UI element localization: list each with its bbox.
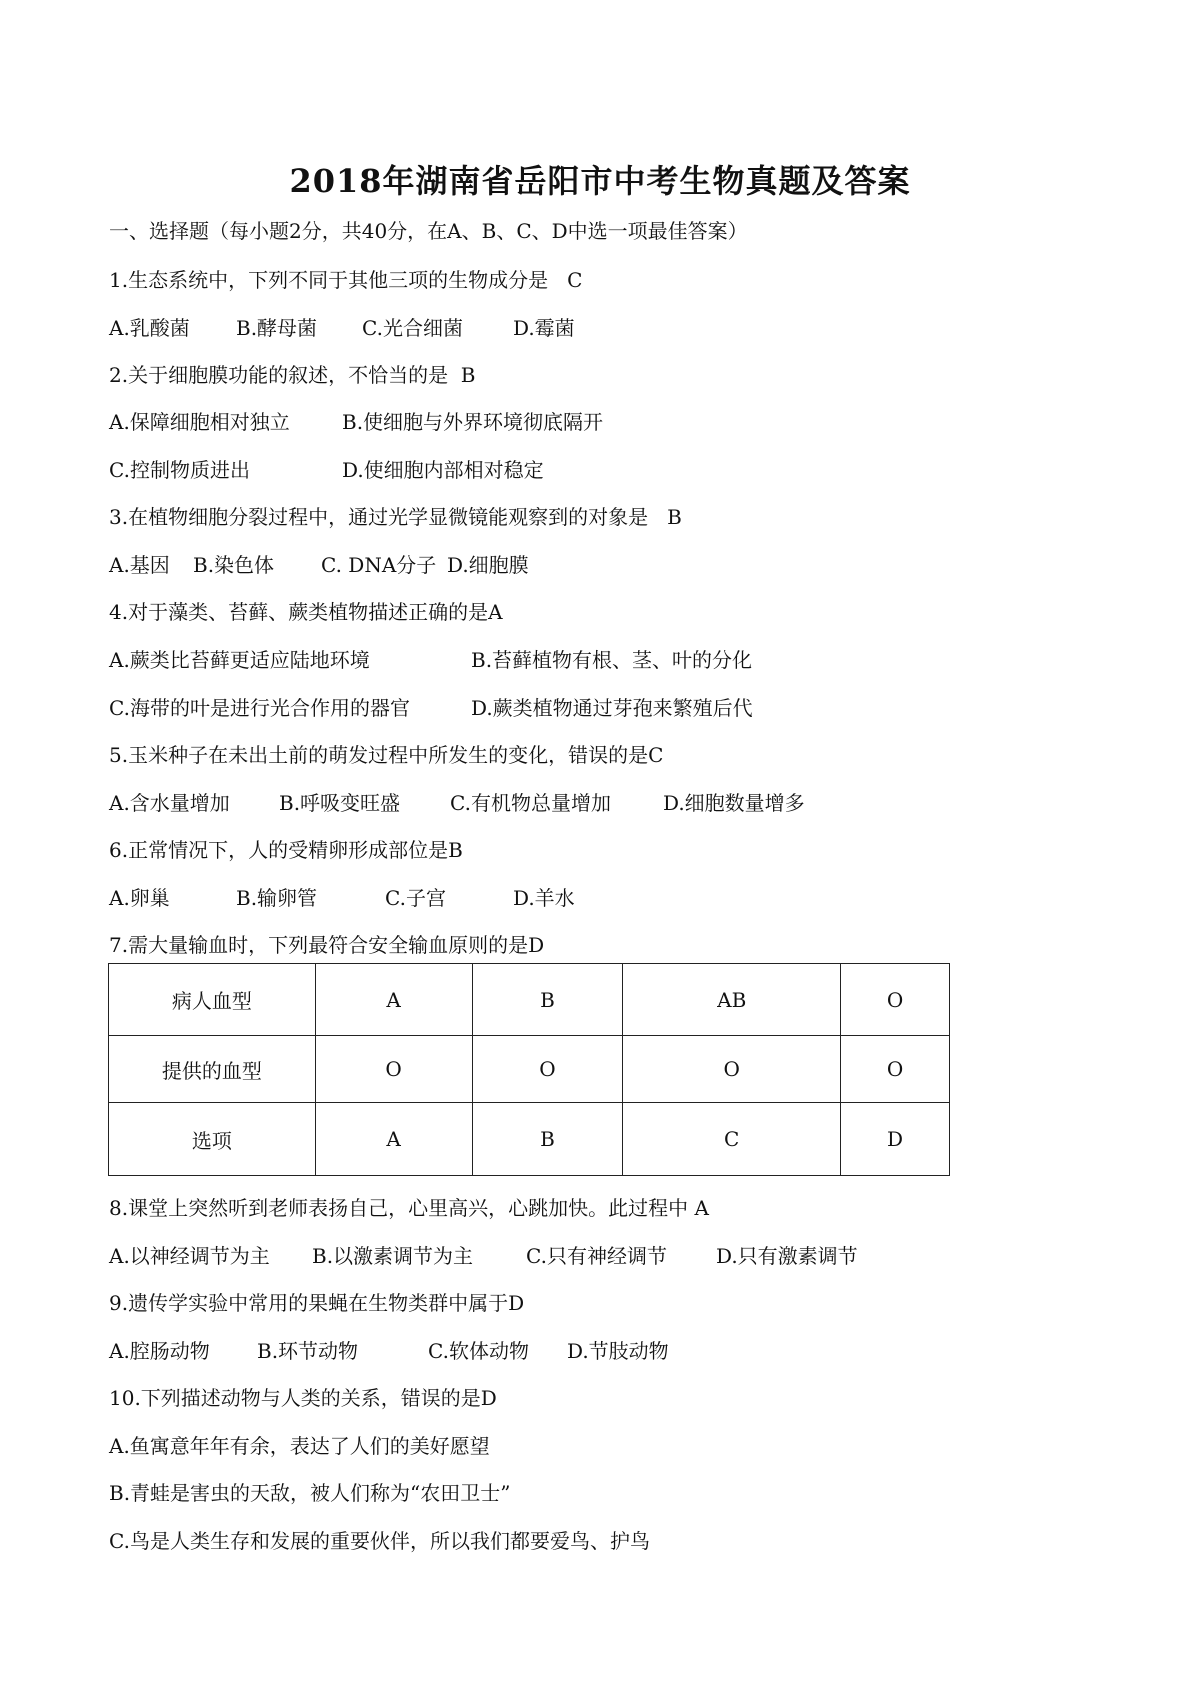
table-row	[109, 1103, 950, 1176]
option: A.蕨类比苔藓更适应陆地环境	[109, 648, 370, 672]
question-stem: 2.关于细胞膜功能的叙述，不恰当的是 B	[109, 363, 476, 387]
option: B.使细胞与外界环境彻底隔开	[342, 410, 604, 434]
option: B.酵母菌	[236, 316, 318, 340]
section-heading: 一、选择题（每小题2分，共40分，在A、B、C、D中选一项最佳答案）	[109, 219, 748, 243]
option-row	[109, 455, 1109, 485]
option: C. DNA分子	[321, 553, 437, 577]
option: A.腔肠动物	[109, 1339, 210, 1363]
option: B.青蛙是害虫的天敌，被人们称为“农田卫士”	[109, 1481, 511, 1505]
table-cell: O	[315, 1036, 472, 1103]
option: C.有机物总量增加	[450, 791, 611, 815]
table-cell: A	[315, 964, 472, 1036]
option-row	[109, 550, 1109, 580]
question-stem: 4.对于藻类、苔藓、蕨类植物描述正确的是A	[109, 600, 503, 624]
option: A.乳酸菌	[109, 316, 190, 340]
table-cell: 病人血型	[109, 964, 316, 1036]
option: B.呼吸变旺盛	[279, 791, 401, 815]
option-row	[109, 645, 1109, 675]
option: B.环节动物	[257, 1339, 359, 1363]
option-row	[109, 1241, 1109, 1271]
table-cell: B	[472, 964, 623, 1036]
table-cell: AB	[623, 964, 841, 1036]
page-title: 2018年湖南省岳阳市中考生物真题及答案	[289, 162, 911, 200]
option: D.使细胞内部相对稳定	[342, 458, 544, 482]
option: B.输卵管	[236, 886, 318, 910]
option: A.以神经调节为主	[109, 1244, 270, 1268]
option: C.鸟是人类生存和发展的重要伙伴，所以我们都要爱鸟、护鸟	[109, 1529, 650, 1553]
option: C.只有神经调节	[526, 1244, 667, 1268]
option-row	[109, 693, 1109, 723]
option: C.子宫	[385, 886, 446, 910]
option: D.节肢动物	[567, 1339, 669, 1363]
option-row	[109, 1336, 1109, 1366]
table-cell: O	[472, 1036, 623, 1103]
question-stem: 3.在植物细胞分裂过程中，通过光学显微镜能观察到的对象是 B	[109, 505, 682, 529]
option: A.基因	[109, 553, 170, 577]
option: D.细胞数量增多	[663, 791, 805, 815]
table-cell: O	[841, 1036, 950, 1103]
option: A.含水量增加	[109, 791, 230, 815]
option: A.卵巢	[109, 886, 170, 910]
option: D.蕨类植物通过芽孢来繁殖后代	[471, 696, 753, 720]
question-stem: 10.下列描述动物与人类的关系，错误的是D	[109, 1386, 497, 1410]
question-stem: 5.玉米种子在未出土前的萌发过程中所发生的变化，错误的是C	[109, 743, 664, 767]
table-cell: C	[623, 1103, 841, 1176]
question-stem: 8.课堂上突然听到老师表扬自己，心里高兴，心跳加快。此过程中 A	[109, 1196, 709, 1220]
option: C.光合细菌	[362, 316, 463, 340]
option-row	[109, 407, 1109, 437]
option: A.鱼寓意年年有余，表达了人们的美好愿望	[109, 1434, 490, 1458]
blood-type-table	[108, 963, 950, 1176]
option-row	[109, 313, 1109, 343]
table-cell: B	[472, 1103, 623, 1176]
table-row	[109, 1036, 950, 1103]
option: D.只有激素调节	[716, 1244, 858, 1268]
question-stem: 7.需大量输血时，下列最符合安全输血原则的是D	[109, 933, 545, 957]
table-cell: 提供的血型	[109, 1036, 316, 1103]
option: B.染色体	[193, 553, 275, 577]
question-stem: 1.生态系统中，下列不同于其他三项的生物成分是 C	[109, 268, 583, 292]
option: D.细胞膜	[447, 553, 529, 577]
table-cell: D	[841, 1103, 950, 1176]
option: C.控制物质进出	[109, 458, 250, 482]
option-row	[109, 883, 1109, 913]
table-cell: O	[623, 1036, 841, 1103]
table-cell: 选项	[109, 1103, 316, 1176]
question-stem: 9.遗传学实验中常用的果蝇在生物类群中属于D	[109, 1291, 525, 1315]
table-row	[109, 964, 950, 1036]
option: B.苔藓植物有根、茎、叶的分化	[471, 648, 753, 672]
option-row	[109, 788, 1109, 818]
option: D.羊水	[513, 886, 575, 910]
question-stem: 6.正常情况下，人的受精卵形成部位是B	[109, 838, 463, 862]
table-cell: A	[315, 1103, 472, 1176]
option: D.霉菌	[513, 316, 575, 340]
option: C.软体动物	[428, 1339, 529, 1363]
option: A.保障细胞相对独立	[109, 410, 290, 434]
table-cell: O	[841, 964, 950, 1036]
option: C.海带的叶是进行光合作用的器官	[109, 696, 410, 720]
option: B.以激素调节为主	[312, 1244, 474, 1268]
